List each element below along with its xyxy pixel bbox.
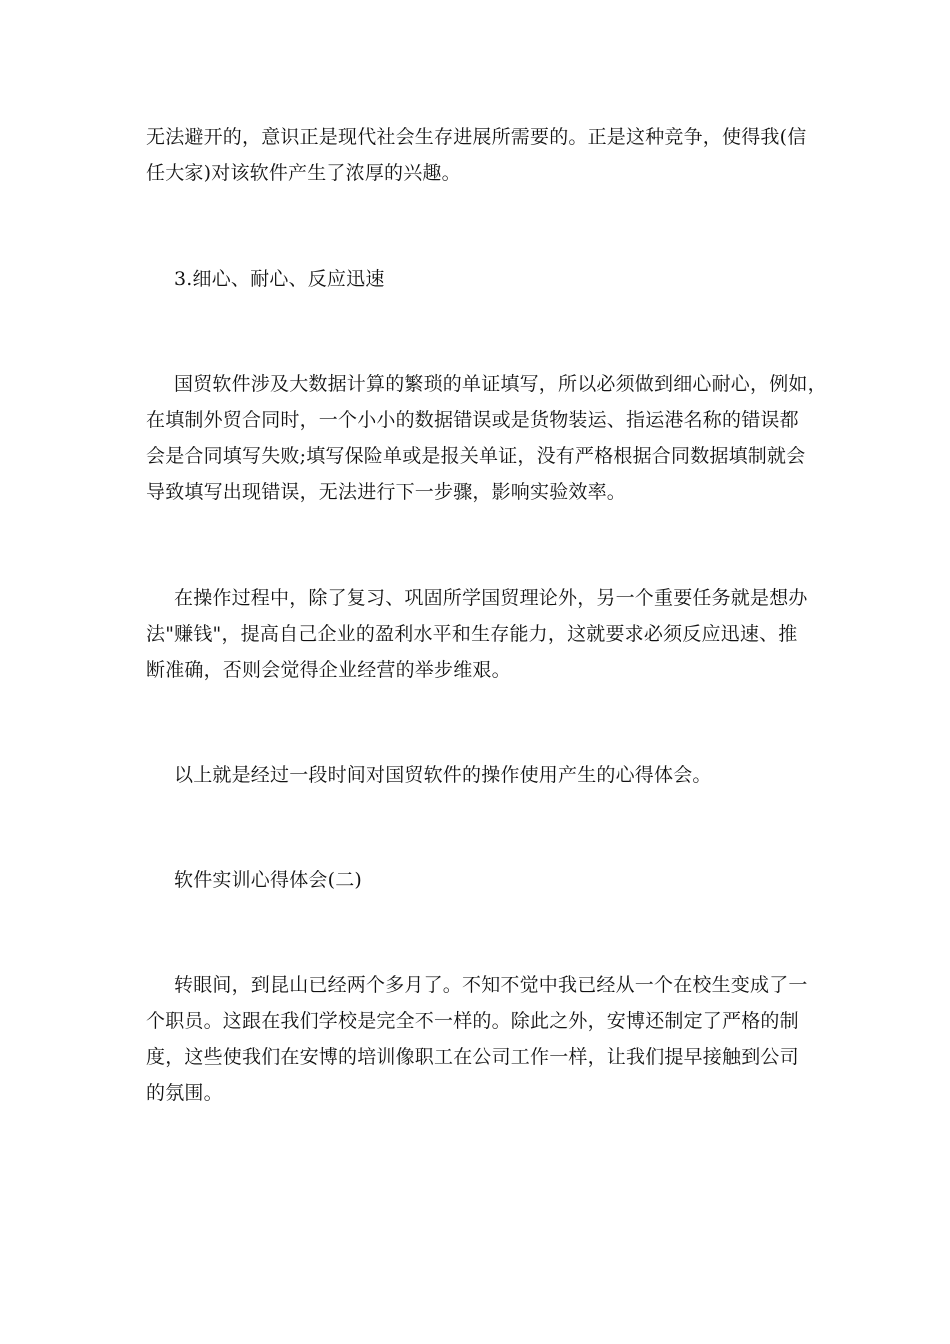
text-line: 断准确，否则会觉得企业经营的举步维艰。: [146, 659, 511, 681]
text-line: 导致填写出现错误，无法进行下一步骤，影响实验效率。: [146, 481, 627, 503]
section-title: 软件实训心得体会(二): [174, 869, 363, 891]
text-line: 在操作过程中，除了复习、巩固所学国贸理论外，另一个重要任务就是想办: [174, 587, 808, 609]
text-line: 度，这些使我们在安博的培训像职工在公司工作一样，让我们提早接触到公司: [146, 1046, 799, 1068]
text-line: 国贸软件涉及大数据计算的繁琐的单证填写，所以必须做到细心耐心，例如，: [174, 373, 827, 395]
text-line: 转眼间，到昆山已经两个多月了。不知不觉中我已经从一个在校生变成了一: [174, 974, 808, 996]
text-line: 法"赚钱"，提高自己企业的盈利水平和生存能力，这就要求必须反应迅速、推: [146, 623, 798, 645]
text-line: 的氛围。: [146, 1082, 223, 1104]
text-line: 任大家)对该软件产生了浓厚的兴趣。: [146, 162, 461, 184]
text-line: 无法避开的，意识正是现代社会生存进展所需要的。正是这种竞争，使得我(信: [146, 126, 807, 148]
text-line: 在填制外贸合同时，一个小小的数据错误或是货物装运、指运港名称的错误都: [146, 409, 799, 431]
text-line: 以上就是经过一段时间对国贸软件的操作使用产生的心得体会。: [174, 764, 712, 786]
text-line: 会是合同填写失败;填写保险单或是报关单证，没有严格根据合同数据填制就会: [146, 445, 806, 467]
section-heading: 3.细心、耐心、反应迅速: [174, 268, 385, 290]
text-line: 个职员。这跟在我们学校是完全不一样的。除此之外，安博还制定了严格的制: [146, 1010, 799, 1032]
